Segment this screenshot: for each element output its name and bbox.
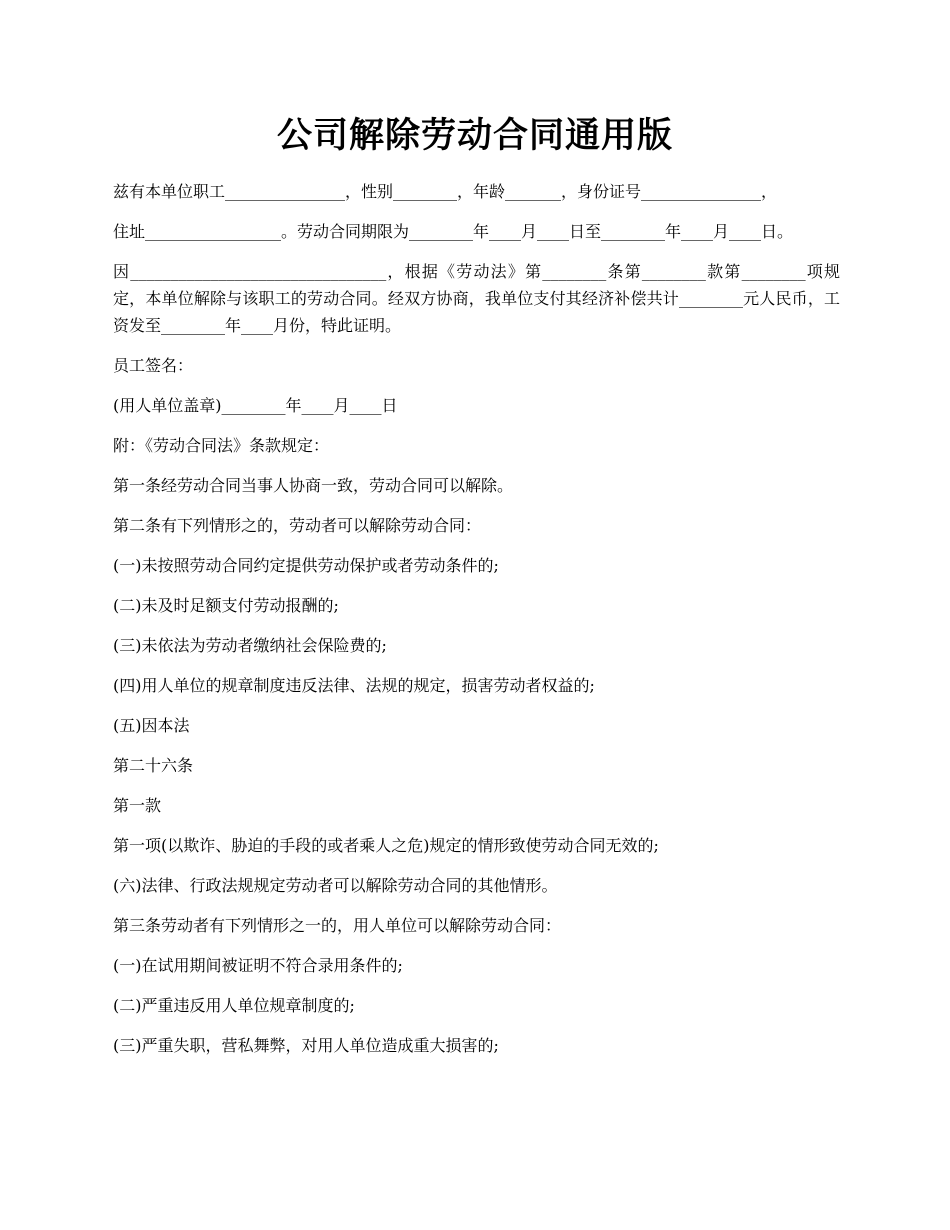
document-body <box>113 178 840 1072</box>
address-contract-term-line: 住址_________________。劳动合同期限为________年____月____日至________年____月____日。 <box>113 222 794 241</box>
article-two-item-2: (二)未及时足额支付劳动报酬的; <box>113 596 339 615</box>
article-two-item-5: (五)因本法 <box>113 716 190 735</box>
article-three-item-3: (三)严重失职，营私舞弊，对用人单位造成重大损害的; <box>113 1036 499 1055</box>
appendix-heading: 附：《劳动合同法》条款规定： <box>113 436 330 455</box>
article-two-item-6: (六)法律、行政法规规定劳动者可以解除劳动合同的其他情形。 <box>113 876 558 895</box>
article-two: 第二条有下列情形之的，劳动者可以解除劳动合同： <box>113 516 482 535</box>
article-two-item-1: (一)未按照劳动合同约定提供劳动保护或者劳动条件的; <box>113 556 499 575</box>
article-one: 第一条经劳动合同当事人协商一致，劳动合同可以解除。 <box>113 476 514 495</box>
article-three-item-1: (一)在试用期间被证明不符合录用条件的; <box>113 956 403 975</box>
termination-reason-paragraph: 因________________________________，根据《劳动法》第________条第________款第________项规定，本单位解除与该职工的劳动合同。经双方协商，我单位支付其经济补偿共计________元人民币，工资发至________年____月份，特此证明。 <box>113 262 840 335</box>
article-twenty-six: 第二十六条 <box>113 756 194 775</box>
item-one-fraud: 第一项(以欺诈、胁迫的手段的或者乘人之危)规定的情形致使劳动合同无效的; <box>113 836 659 855</box>
article-two-item-4: (四)用人单位的规章制度违反法律、法规的规定，损害劳动者权益的; <box>113 676 595 695</box>
company-seal-line: (用人单位盖章)________年____月____日 <box>113 396 398 415</box>
article-two-item-3: (三)未依法为劳动者缴纳社会保险费的; <box>113 636 387 655</box>
article-three: 第三条劳动者有下列情形之一的，用人单位可以解除劳动合同： <box>113 916 562 935</box>
article-three-item-2: (二)严重违反用人单位规章制度的; <box>113 996 355 1015</box>
clause-one: 第一款 <box>113 796 162 815</box>
employee-signature-line: 员工签名： <box>113 356 194 375</box>
employee-info-line: 兹有本单位职工_______________，性别________，年龄_______，身份证号_______________， <box>113 182 778 201</box>
document-title: 公司解除劳动合同通用版 <box>276 115 673 156</box>
